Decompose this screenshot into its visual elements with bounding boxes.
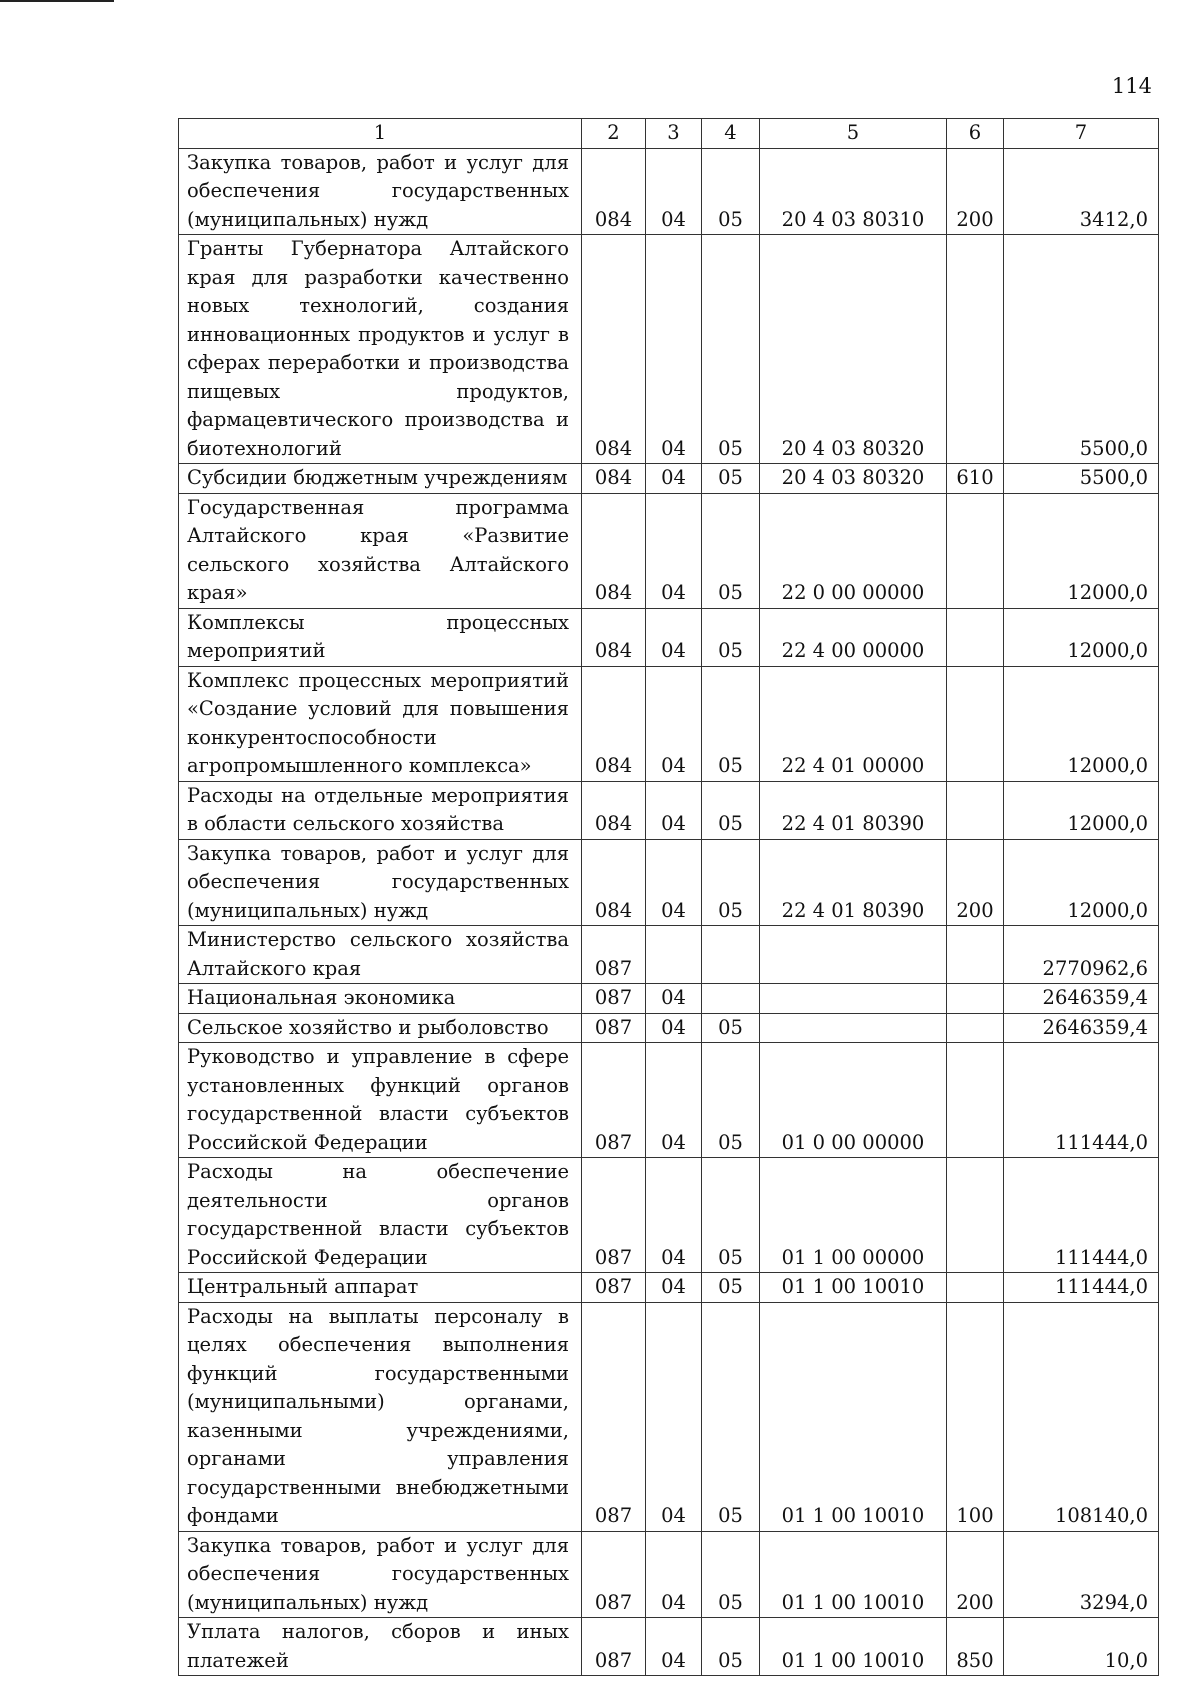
expense-type-code bbox=[947, 1273, 1004, 1303]
item-name: Руководство и управление в сфере установленных функций органов государственной власти субъектов Российской Федерации bbox=[179, 1043, 582, 1158]
ministry-code: 087 bbox=[582, 1618, 646, 1676]
target-article-code: 22 4 01 80390 bbox=[760, 839, 947, 926]
section-code: 04 bbox=[646, 1618, 702, 1676]
section-code: 04 bbox=[646, 464, 702, 494]
expense-type-code bbox=[947, 1013, 1004, 1043]
expense-type-code: 610 bbox=[947, 464, 1004, 494]
section-code: 04 bbox=[646, 235, 702, 464]
target-article-code: 22 0 00 00000 bbox=[760, 493, 947, 608]
section-code: 04 bbox=[646, 148, 702, 235]
expense-type-code bbox=[947, 493, 1004, 608]
table-row bbox=[179, 608, 1159, 666]
amount: 2646359,4 bbox=[1004, 1013, 1159, 1043]
expense-type-code bbox=[947, 1043, 1004, 1158]
item-name: Субсидии бюджетным учреждениям bbox=[179, 464, 582, 494]
table-row bbox=[179, 235, 1159, 464]
ministry-code: 087 bbox=[582, 1302, 646, 1531]
expense-type-code bbox=[947, 984, 1004, 1014]
target-article-code bbox=[760, 926, 947, 984]
expense-type-code: 200 bbox=[947, 148, 1004, 235]
table-row bbox=[179, 148, 1159, 235]
amount: 12000,0 bbox=[1004, 839, 1159, 926]
amount: 3412,0 bbox=[1004, 148, 1159, 235]
ministry-code: 087 bbox=[582, 1013, 646, 1043]
item-name: Комплексы процессных мероприятий bbox=[179, 608, 582, 666]
expense-type-code: 200 bbox=[947, 839, 1004, 926]
target-article-code: 01 1 00 10010 bbox=[760, 1531, 947, 1618]
column-number-3: 3 bbox=[646, 119, 702, 149]
amount: 108140,0 bbox=[1004, 1302, 1159, 1531]
subsection-code: 05 bbox=[702, 1013, 760, 1043]
item-name: Гранты Губернатора Алтайского края для разработки качественно новых технологий, создания инновационных продуктов и услуг в сферах переработки и производства пищевых продуктов, фармацевтического производства и биотехнологий bbox=[179, 235, 582, 464]
header-row bbox=[179, 119, 1159, 149]
target-article-code: 20 4 03 80310 bbox=[760, 148, 947, 235]
amount: 111444,0 bbox=[1004, 1158, 1159, 1273]
ministry-code: 087 bbox=[582, 984, 646, 1014]
amount: 10,0 bbox=[1004, 1618, 1159, 1676]
ministry-code: 084 bbox=[582, 666, 646, 781]
expense-type-code: 850 bbox=[947, 1618, 1004, 1676]
subsection-code: 05 bbox=[702, 1618, 760, 1676]
item-name: Сельское хозяйство и рыболовство bbox=[179, 1013, 582, 1043]
amount: 2770962,6 bbox=[1004, 926, 1159, 984]
amount: 12000,0 bbox=[1004, 608, 1159, 666]
target-article-code: 22 4 01 80390 bbox=[760, 781, 947, 839]
ministry-code: 084 bbox=[582, 839, 646, 926]
ministry-code: 084 bbox=[582, 148, 646, 235]
expense-type-code: 100 bbox=[947, 1302, 1004, 1531]
subsection-code: 05 bbox=[702, 666, 760, 781]
item-name: Комплекс процессных мероприятий «Создание условий для повышения конкурентоспособности агропромышленного комплекса» bbox=[179, 666, 582, 781]
section-code: 04 bbox=[646, 1158, 702, 1273]
table-row bbox=[179, 464, 1159, 494]
expense-type-code bbox=[947, 1158, 1004, 1273]
amount: 5500,0 bbox=[1004, 464, 1159, 494]
subsection-code: 05 bbox=[702, 1531, 760, 1618]
target-article-code bbox=[760, 984, 947, 1014]
target-article-code: 22 4 00 00000 bbox=[760, 608, 947, 666]
amount: 111444,0 bbox=[1004, 1273, 1159, 1303]
section-code: 04 bbox=[646, 493, 702, 608]
table-row bbox=[179, 1618, 1159, 1676]
section-code: 04 bbox=[646, 1273, 702, 1303]
amount: 12000,0 bbox=[1004, 666, 1159, 781]
section-code: 04 bbox=[646, 1043, 702, 1158]
amount: 12000,0 bbox=[1004, 781, 1159, 839]
column-number-5: 5 bbox=[760, 119, 947, 149]
column-number-4: 4 bbox=[702, 119, 760, 149]
table-row bbox=[179, 984, 1159, 1014]
expense-type-code bbox=[947, 926, 1004, 984]
ministry-code: 084 bbox=[582, 235, 646, 464]
target-article-code: 01 1 00 10010 bbox=[760, 1273, 947, 1303]
item-name: Уплата налогов, сборов и иных платежей bbox=[179, 1618, 582, 1676]
subsection-code: 05 bbox=[702, 1158, 760, 1273]
ministry-code: 087 bbox=[582, 1043, 646, 1158]
target-article-code: 01 1 00 10010 bbox=[760, 1302, 947, 1531]
ministry-code: 087 bbox=[582, 1273, 646, 1303]
amount: 3294,0 bbox=[1004, 1531, 1159, 1618]
section-code bbox=[646, 926, 702, 984]
ministry-code: 087 bbox=[582, 1158, 646, 1273]
expense-type-code bbox=[947, 781, 1004, 839]
amount: 111444,0 bbox=[1004, 1043, 1159, 1158]
table-row bbox=[179, 1043, 1159, 1158]
target-article-code: 01 1 00 00000 bbox=[760, 1158, 947, 1273]
expense-type-code bbox=[947, 608, 1004, 666]
subsection-code bbox=[702, 926, 760, 984]
item-name: Закупка товаров, работ и услуг для обеспечения государственных (муниципальных) нужд bbox=[179, 839, 582, 926]
item-name: Государственная программа Алтайского края «Развитие сельского хозяйства Алтайского края» bbox=[179, 493, 582, 608]
item-name: Министерство сельского хозяйства Алтайского края bbox=[179, 926, 582, 984]
item-name: Расходы на выплаты персоналу в целях обеспечения выполнения функций государственными (муниципальными) органами, казенными учреждениями, органами управления государственными внебюджетными фондами bbox=[179, 1302, 582, 1531]
section-code: 04 bbox=[646, 1302, 702, 1531]
subsection-code: 05 bbox=[702, 148, 760, 235]
table-row bbox=[179, 493, 1159, 608]
table-row bbox=[179, 1013, 1159, 1043]
target-article-code bbox=[760, 1013, 947, 1043]
item-name: Центральный аппарат bbox=[179, 1273, 582, 1303]
section-code: 04 bbox=[646, 839, 702, 926]
ministry-code: 084 bbox=[582, 608, 646, 666]
table-row bbox=[179, 781, 1159, 839]
budget-table bbox=[178, 118, 1159, 1676]
item-name: Расходы на обеспечение деятельности органов государственной власти субъектов Российской Федерации bbox=[179, 1158, 582, 1273]
table-header bbox=[179, 119, 1159, 149]
amount: 5500,0 bbox=[1004, 235, 1159, 464]
subsection-code: 05 bbox=[702, 464, 760, 494]
column-number-2: 2 bbox=[582, 119, 646, 149]
expense-type-code: 200 bbox=[947, 1531, 1004, 1618]
subsection-code: 05 bbox=[702, 1273, 760, 1303]
table-row bbox=[179, 666, 1159, 781]
scan-corner-mark bbox=[0, 0, 114, 2]
table-body bbox=[179, 148, 1159, 1676]
section-code: 04 bbox=[646, 781, 702, 839]
subsection-code bbox=[702, 984, 760, 1014]
table-row bbox=[179, 1273, 1159, 1303]
column-number-1: 1 bbox=[179, 119, 582, 149]
expense-type-code bbox=[947, 666, 1004, 781]
subsection-code: 05 bbox=[702, 608, 760, 666]
target-article-code: 01 1 00 10010 bbox=[760, 1618, 947, 1676]
table-row bbox=[179, 1158, 1159, 1273]
subsection-code: 05 bbox=[702, 235, 760, 464]
ministry-code: 087 bbox=[582, 926, 646, 984]
table-row bbox=[179, 1531, 1159, 1618]
item-name: Закупка товаров, работ и услуг для обеспечения государственных (муниципальных) нужд bbox=[179, 1531, 582, 1618]
section-code: 04 bbox=[646, 608, 702, 666]
column-number-6: 6 bbox=[947, 119, 1004, 149]
page-number: 114 bbox=[1111, 74, 1152, 98]
subsection-code: 05 bbox=[702, 1043, 760, 1158]
target-article-code: 22 4 01 00000 bbox=[760, 666, 947, 781]
subsection-code: 05 bbox=[702, 1302, 760, 1531]
item-name: Расходы на отдельные мероприятия в области сельского хозяйства bbox=[179, 781, 582, 839]
ministry-code: 084 bbox=[582, 493, 646, 608]
target-article-code: 20 4 03 80320 bbox=[760, 235, 947, 464]
section-code: 04 bbox=[646, 1531, 702, 1618]
ministry-code: 084 bbox=[582, 781, 646, 839]
target-article-code: 01 0 00 00000 bbox=[760, 1043, 947, 1158]
table-row bbox=[179, 1302, 1159, 1531]
target-article-code: 20 4 03 80320 bbox=[760, 464, 947, 494]
section-code: 04 bbox=[646, 984, 702, 1014]
expense-type-code bbox=[947, 235, 1004, 464]
item-name: Национальная экономика bbox=[179, 984, 582, 1014]
section-code: 04 bbox=[646, 666, 702, 781]
subsection-code: 05 bbox=[702, 493, 760, 608]
section-code: 04 bbox=[646, 1013, 702, 1043]
amount: 12000,0 bbox=[1004, 493, 1159, 608]
table-row bbox=[179, 839, 1159, 926]
table-row bbox=[179, 926, 1159, 984]
amount: 2646359,4 bbox=[1004, 984, 1159, 1014]
ministry-code: 087 bbox=[582, 1531, 646, 1618]
subsection-code: 05 bbox=[702, 781, 760, 839]
column-number-7: 7 bbox=[1004, 119, 1159, 149]
ministry-code: 084 bbox=[582, 464, 646, 494]
subsection-code: 05 bbox=[702, 839, 760, 926]
item-name: Закупка товаров, работ и услуг для обеспечения государственных (муниципальных) нужд bbox=[179, 148, 582, 235]
